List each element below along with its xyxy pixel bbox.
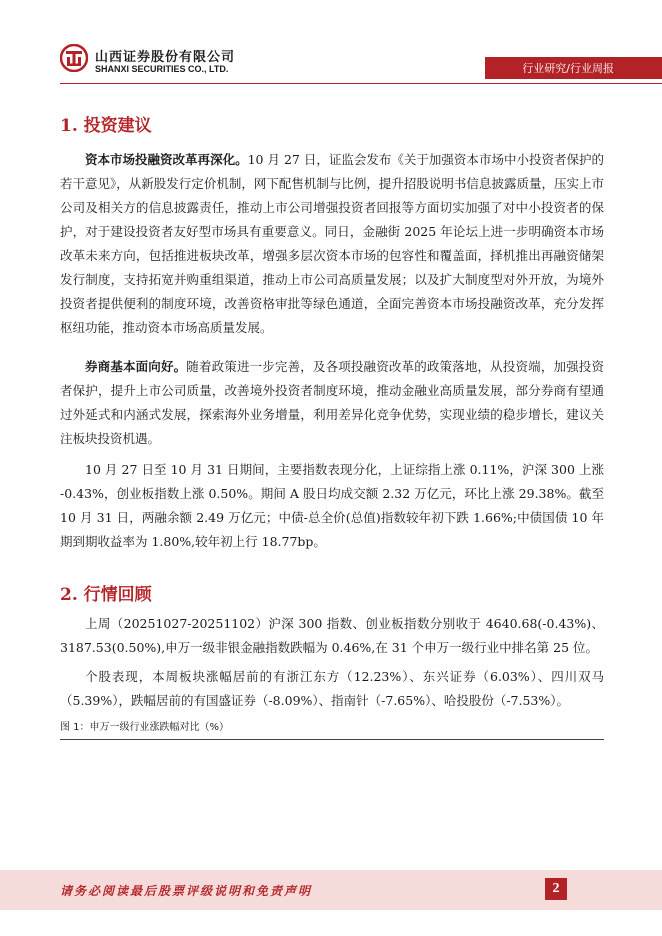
page-number: 2 bbox=[545, 878, 567, 900]
disclaimer-notice: 请务必阅读最后股票评级说明和免责声明 bbox=[60, 884, 313, 898]
company-name-en: SHANXI SECURITIES CO., LTD. bbox=[95, 64, 229, 74]
paragraph-index-performance: 10 月 27 日至 10 月 31 日期间，主要指数表现分化，上证综指上涨 0.11%，沪深 300 上涨 -0.43%，创业板指数上涨 0.50%。期间 A 股日均成交额 2.32 万亿元，环比上涨 29.38%。截至 10 月 31 日，两融余额 2.49 万亿元；中债-总全价(总值)指数较年初下跌 1.66%;中债国债 10 年期到期收益率为 1.80%,较年初上行 18.77bp。 bbox=[60, 462, 604, 549]
paragraph-capital-market-reform bbox=[60, 148, 604, 340]
report-type-band bbox=[485, 57, 662, 79]
company-name-cn: 山西证券股份有限公司 bbox=[95, 50, 236, 65]
section-2-heading: 2. 行情回顾 bbox=[60, 585, 152, 605]
paragraph-lead: 券商基本面向好。 bbox=[85, 359, 187, 374]
page-header bbox=[0, 0, 662, 90]
paragraph-lead: 资本市场投融资改革再深化。 bbox=[85, 152, 248, 167]
figure-caption: 图 1：申万一级行业涨跌幅对比（%） bbox=[60, 722, 230, 733]
section-1-heading: 1. 投资建议 bbox=[60, 116, 152, 136]
paragraph-body: 10 月 27 日，证监会发布《关于加强资本市场中小投资者保护的若干意见》，从新股发行定价机制，网下配售机制与比例，提升招股说明书信息披露质量，压实上市公司及相关方的信息披露责任，推动上市公司增强投资者回报等方面切实加强了对中小投资者的保护，对于建设投资者友好型市场具有重要意义。同日，金融街 2025 年论坛上进一步明确资本市场改革未来方向，包括推进板块改革，增强多层次资本市场的包容性和覆盖面，择机推出再融资储架发行制度，支持拓宽并购重组渠道，推动上市公司高质量发展；以及扩大制度型对外开放，为境外投资者提供便利的制度环境，改善资格审批等绿色通道，全面完善资本市场投融资改革，充分发挥枢纽功能，推动资本市场高质量发展。 bbox=[60, 152, 604, 335]
report-type-label: 行业研究/行业周报 bbox=[522, 62, 614, 75]
paragraph-market-review: 上周（20251027-20251102）沪深 300 指数、创业板指数分别收于 4640.68(-0.43%)、3187.53(0.50%),申万一级非银金融指数跌幅为 0.46%,在 31 个申万一级行业中排名第 25 位。 bbox=[60, 616, 604, 655]
page-footer bbox=[0, 870, 662, 910]
paragraph-broker-fundamentals bbox=[60, 355, 604, 451]
header-divider bbox=[60, 83, 662, 84]
shanxi-securities-logo-icon bbox=[60, 44, 88, 72]
paragraph-stock-performance: 个股表现，本周板块涨幅居前的有浙江东方（12.23%）、东兴证券（6.03%）、四川双马（5.39%），跌幅居前的有国盛证券（-8.09%）、指南针（-7.65%）、哈投股份（-7.53%）。 bbox=[60, 669, 604, 708]
figure-divider bbox=[60, 739, 604, 740]
paragraph-body: 随着政策进一步完善，及各项投融资改革的政策落地，从投资端，加强投资者保护，提升上市公司质量，改善境外投资者制度环境，推动金融业高质量发展，部分券商有望通过外延式和内涵式发展，探索海外业务增量，利用差异化竞争优势，实现业绩的稳步增长，建议关注板块投资机遇。 bbox=[60, 359, 604, 446]
